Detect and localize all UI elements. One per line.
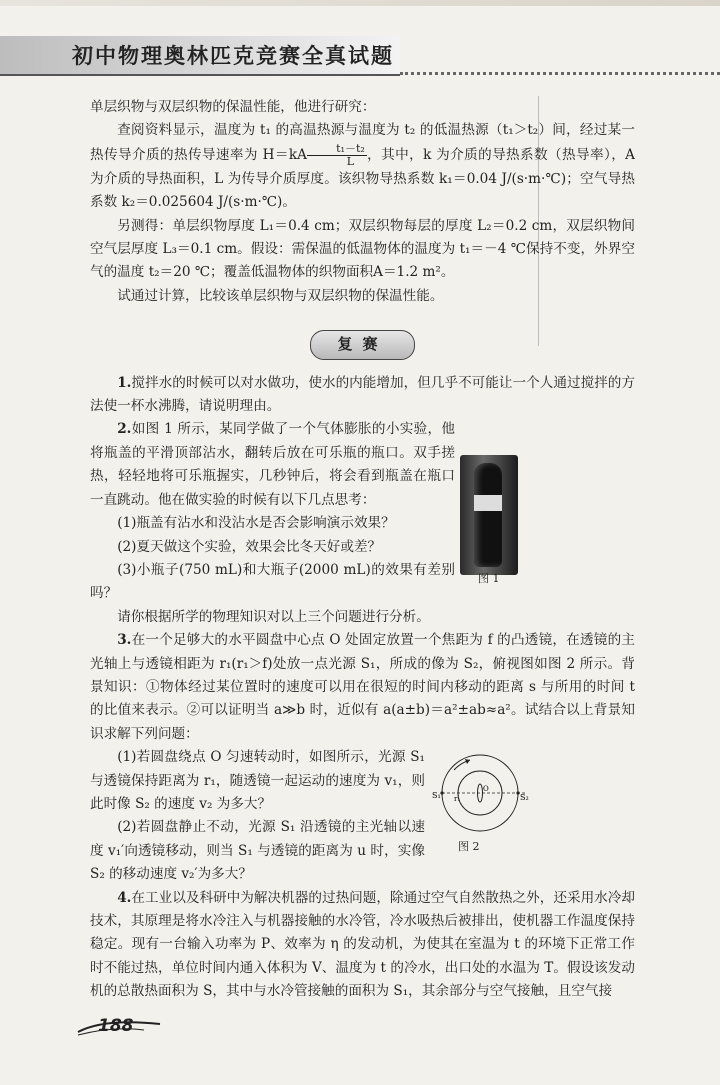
question-2-item: (3)小瓶子(750 mL)和大瓶子(2000 mL)的效果有差别吗？ [90,561,455,602]
question-3: 3.在一个足够大的水平圆盘中心点 O 处固定放置一个焦距为 f 的凸透镜，在透镜的主光轴上与透镜相距为 r₁(r₁＞f)处放一点光源 S₁，所成的像为 S₂，俯视图如图 2 所示。背景知识：①物体经过某位置时的速度可以用在很短的时间内移动的距离 s 与所用的时间 t 的比值来表示。②可以证明当 a≫b 时，近似有 a(a±b)＝a²±ab≈a²。试结合以上背景知识求解下列问题： [90,632,635,742]
page-content [90,96,635,1004]
paragraph: 另测得：单层织物厚度 L₁＝0.4 cm；双层织物每层的厚度 L₂＝0.2 cm，双层织物间空气层厚度 L₃＝0.1 cm。假设：需保温的低温物体的温度为 t₁＝－4 ℃保持不变，外界空气的温度 t₂＝20 ℃；覆盖低温物体的织物面积A＝1.2 m²。 [90,217,635,281]
bottle-label-icon [474,495,502,511]
section-heading: 复赛 [310,330,414,359]
figure-2-caption: 图 2 [458,840,480,853]
label-s2: S₂ [520,793,529,802]
top-strip [0,0,720,6]
section-heading-wrap [90,330,635,359]
figure-1-caption: 图 1 [478,572,500,585]
paragraph: 试通过计算，比较该单层织物与双层织物的保温性能。 [117,287,444,304]
question-3-item: (2)若圆盘静止不动，光源 S₁ 沿透镜的主光轴以速度 v₁′向透镜移动，则当 S₁ 与透镜的距离为 u 时，实像 S₂ 的移动速度 v₂′为多大？ [90,819,425,883]
label-s1: S₁ [432,791,441,800]
figure-2-diagram [430,748,530,838]
formula-fraction: $\frac{\text{t₁－t₂}}{L}$ [307,143,367,168]
question-2-item: (1)瓶盖有沾水和没沾水是否会影响演示效果？ [117,515,395,532]
paragraph: 查阅资料显示，温度为 t₁ 的高温热源与温度为 t₂ 的低温热源（t₁＞t₂）间，经过某一热传导介质的热传导速率为 H＝kA $\frac{\text{t₁－t₂}}{L}$ ，其中，k 为介质的导热系数（热导率），A 为介质的导热面积，L 为传导介质厚度。该织物导热系数 k₁＝0.04 J/(s·m·℃)；空气导热系数 k₂＝0.025604 J/(s·m·℃)。 [90,122,635,211]
question-2: 2.如图 1 所示，某同学做了一个气体膨胀的小实验，他将瓶盖的平滑顶部沾水，翻转后放在可乐瓶的瓶口。双手搓热，轻轻地将可乐瓶握实，几秒钟后，将会看到瓶盖在瓶口一直跳动。他在做实验的时候有以下几点思考： [90,421,455,508]
label-o: O [483,785,489,793]
question-4: 4.在工业以及科研中为解决机器的过热问题，除通过空气自然散热之外，还采用水冷却技术，其原理是将水冷注入与机器接触的水冷管，冷水吸热后被排出，使机器工作温度保持稳定。现有一台输入功率为 P、效率为 η 的发动机，为使其在室温为 t 的环境下正常工作时不能过热，单位时间内通入体积为 V、温度为 t 的冷水，出口处的水温为 T。假设该发动机的总散热面积为 S，其中与水冷管接触的面积为 S₁，其余部分与空气接触，且空气接 [90,889,635,1000]
cola-bottle-icon [474,463,502,567]
label-r1: r₁ [454,795,461,803]
figure-1-bottle-photo [460,455,518,575]
question-3-item: (1)若圆盘绕点 O 匀速转动时，如图所示，光源 S₁ 与透镜保持距离为 r₁，随透镜一起运动的速度为 v₁，则此时像 S₂ 的速度 v₂ 为多大？ [90,749,425,812]
source-s1-dot [440,791,443,794]
page-number-badge [74,1016,164,1038]
question-3-items [90,746,425,886]
header-title: 初中物理奥林匹克竞赛全真试题 [72,44,394,68]
paragraph: 单层织物与双层织物的保温性能，他进行研究： [90,99,376,115]
header-dotted-rule [400,72,720,76]
running-header [0,36,400,76]
question-2-block [90,418,455,605]
question-2-item: (2)夏天做这个实验，效果会比冬天好或差？ [117,538,382,555]
question-2-ending: 请你根据所学的物理知识对以上三个问题进行分析。 [117,608,430,625]
page-number: 188 [98,1016,134,1036]
question-1: 1.搅拌水的时候可以对水做功，使水的内能增加，但几乎不可能让一个人通过搅拌的方法使一杯水沸腾，请说明理由。 [90,374,635,415]
